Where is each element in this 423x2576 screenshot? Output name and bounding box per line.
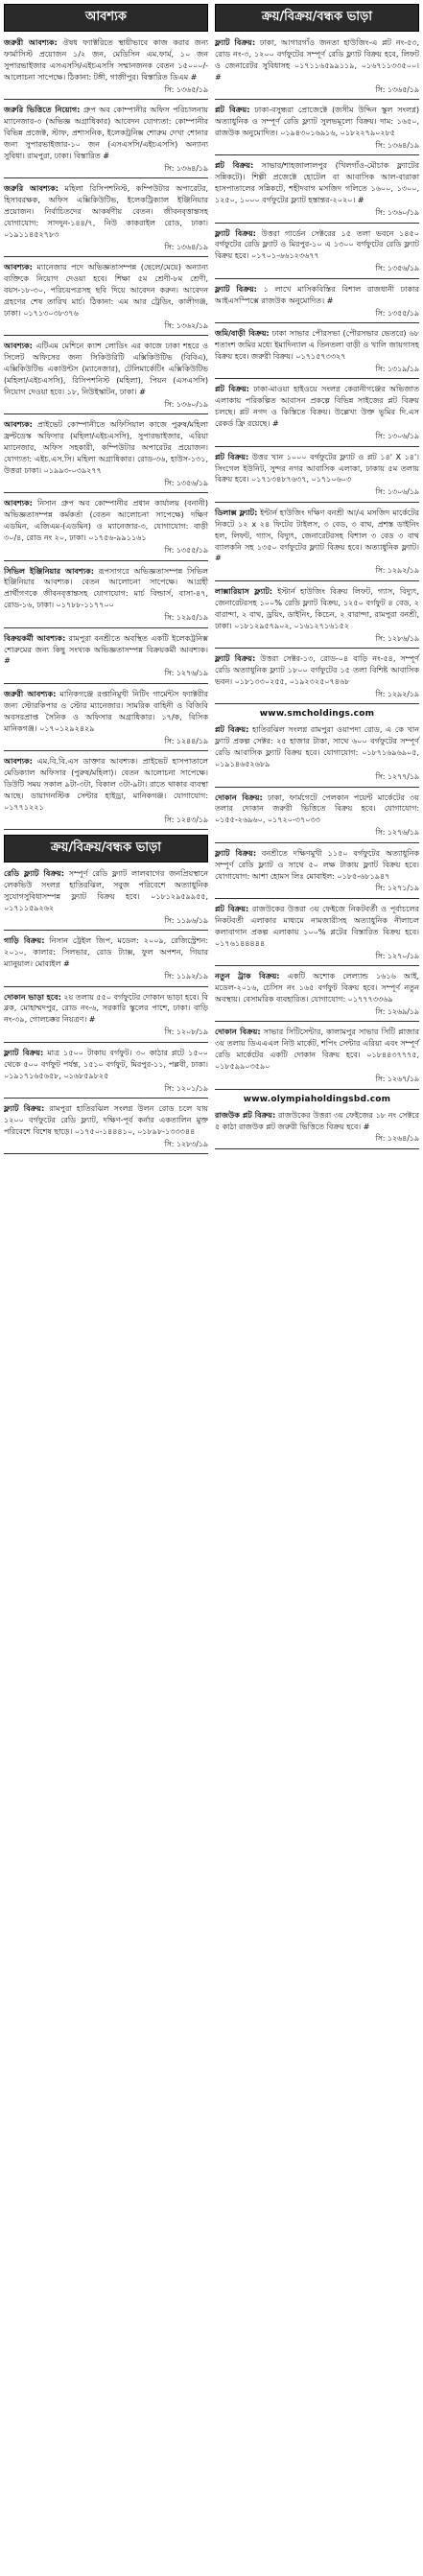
ad-divider	[4, 99, 208, 100]
ad-divider	[215, 648, 419, 649]
classified-ad	[215, 971, 419, 1017]
ad-divider	[215, 278, 419, 279]
ad-code: সি: ১৩৬৪/১৯	[164, 242, 208, 251]
ad-divider	[215, 898, 419, 899]
ad-code: সি: ১২৯২/১৯	[375, 689, 419, 698]
classified-ad	[215, 1027, 419, 1084]
classified-ad	[215, 724, 419, 782]
ad-divider	[4, 750, 208, 751]
ad-code: সি: ১২৯২/১৯	[375, 566, 419, 576]
ad-divider	[215, 154, 419, 155]
ad-divider	[215, 965, 419, 966]
ad-code: সি: ১৩৫৫/১৯	[375, 308, 419, 318]
ad-code: সি: ১৩০৬/১৯	[375, 487, 419, 497]
ad-code: সি: ১৩৬৫/১৯	[375, 84, 419, 94]
ad-heading: জরুরী আবশ্যক:	[4, 37, 58, 47]
classified-ad	[215, 328, 419, 374]
ad-body: হাতিরঝিল সংলগ্ন রামপুরা ওয়াপদা রোড, এ কে খান ফ্ল্যাট প্রকল্প সেক্টর: ২৫ হাজার টাকা, সাথে ৬০০ বর্গফুটের সম্পূর্ণ রেডি আবাসিক ফ্ল্যাট বিক্রয় হবে। যোগাযোগ: ০১৮৭১৬৯৬৯০৫, ০১৯১৪৬৫২৬৮৯	[215, 724, 419, 769]
ad-heading: ফ্ল্যাট বিক্রয়:	[215, 847, 257, 858]
ad-body: ঢাকা-বসুন্ধরা প্রোজেক্টে (জসীম উদ্দিন স্কুল সংলগ্ন) অত্যাধুনিক ও সম্পূর্ণ রেডি ফ্ল্যাট সুলভমূল্যে বিক্রয়। দাম: ১৬৫০, রাজউক অনুমোদিত। ০১৯৪৩০১৬৯১৬, ০১৮২২৭৯০২৮৫	[215, 105, 420, 137]
ad-divider	[4, 683, 208, 684]
ad-body: ঢাকা, আগারগাঁও জনতা হাউজিং-এ প্লট নং-৫৩, রোড নং-৩, ১২০০ বর্গফুটের সম্পূর্ণ রেডি ফ্ল্যাট বিক্রয় হবে, লিফট ও জেনারেটর সুবিধাসহ ০১৭১১৬৫৯৯১১৯, ০১৬৭১১৩৩৫০০। #	[215, 37, 419, 82]
ad-body: রাজউকের উত্তরা ৩য় ফেইজের ১৮ নং সেক্টরে ৫ কাঠা রাজউক প্লট জরুরী ভিত্তিতে বিক্রয় হবে। #	[215, 1109, 419, 1131]
classified-ad	[4, 689, 208, 746]
ad-body: ইস্টার্ন হাউজিং বিক্রয় লিফট, গ্যাস, বিদ্যুৎ, জেনারেটরসহ ১০০% রেডি ফ্ল্যাট বিক্রয়, ১২৫০ বর্গফুট ৪ বেড, ২ বারান্দা, ২ বাথ, ড্রয়িং, ডাইনিং, কিচেন, ২ বারান্দা, রামপুরা বনশ্রী, ঢাকা। ০১৮১২৯৫৭৯০২, ০১৬১২৭১৬১৫২	[215, 585, 419, 630]
classified-ad	[4, 868, 208, 926]
classified-ad	[215, 284, 419, 319]
ad-heading: দোকান বিক্রয়:	[215, 1027, 261, 1037]
classified-ad	[215, 586, 419, 644]
ad-divider	[4, 1153, 208, 1154]
classified-ad	[4, 262, 208, 331]
classified-ad	[4, 1048, 208, 1094]
ad-code: সি: ১৩৬২/১৯	[164, 320, 208, 330]
classified-ad	[215, 792, 419, 839]
classified-ad	[4, 935, 208, 981]
ad-divider	[4, 627, 208, 628]
classified-ad	[215, 160, 419, 218]
ad-heading: নতুন ট্রাক বিক্রয়:	[215, 971, 280, 981]
ad-body: এম.বি.বি.এস ডাক্তার আবশ্যক। প্রাইভেট হাসপাতালে মেডিক্যাল অফিসার (পুরুষ/মহিলা)। বেতন আলোচনা সাপেক্ষে। ডিউটি সময় সকাল ৯টা-৩টা, বিকাল ৩টা-৯টা। রাতে থাকার ব্যবস্থা আছে। ডায়াগনস্টিক সেন্টার হাইড্রা, মানিকগঞ্জ। যোগাযোগ: ০১৭৭১২২১	[4, 756, 208, 812]
ad-heading: প্লট বিক্রয়:	[215, 160, 254, 171]
classified-ad	[215, 653, 419, 699]
ad-body: রামপুরা বনশ্রীতে অবস্থিত একটি ইলেকট্রনিক্স শোরুমের জন্য কিছু সংখ্যক অভিজ্ঞতাসম্পন্ন বিক্রয়কর্মী আবশ্যক। #	[4, 632, 208, 666]
ad-body: ঔষধ ফ্যাক্টরিতে স্থায়ীভাবে কাজ করার জন্য ফার্মাসিস্ট প্রয়োজন ১/২ জন, মেডিসিন এম.ফার্ম, ১০ জন সুপারভাইজার এসএসসি/এইচএসসি সম্মানজনক বেতন ১৫০০০/- আলোচনা সাপেক্ষে। ঠিকানা: টঙ্গী, গাজীপুর। বিস্তারিত ডিএম #	[4, 37, 208, 82]
ad-body: সম্পূর্ণ রেডি ফ্ল্যাট লালবাগের জনপ্রিয়স্থানে লেকভিউ সংলগ্ন হাতিরঝিল, সবুজ পরিবেশে অত্যাধুনিক সুযোগসুবিধাসম্পন্ন ফ্ল্যাট বিক্রয় হবে। ০১৮১২৯৫৯৯৫৫, ০১৭১১৫৯২৬২	[4, 868, 209, 912]
ad-body: মানিকগঞ্জে রপ্তানিমুখী নিটিং গার্মেন্টস ফ্যাক্টরীর জন্য স্টোরকিপার ও স্টোর ম্যানেজার। সামরিক বাহিনী ও বিজিবি অবসরপ্রাপ্ত সৈনিক ও অফিসার অগ্রাধিকার। ১৭/ক, বিসিক মানিকগঞ্জ। ০১৭০১২৯২৪২৯	[4, 688, 208, 733]
ad-heading: দোকান বিক্রয়:	[215, 792, 263, 802]
ad-heading: প্লট বিক্রয়:	[215, 904, 249, 914]
classified-ad	[4, 105, 208, 174]
ad-code: সি: ১৩৫৬/১৯	[375, 264, 419, 273]
ad-heading: ডিলাক্স ফ্ল্যাট:	[215, 507, 258, 517]
ad-divider	[215, 842, 419, 843]
classified-ad	[215, 228, 419, 274]
ad-code: সি: ১২৬৭/১৯	[375, 1075, 419, 1084]
ad-body: উত্তরা গার্ডেন সেক্টরের ১৫ তলা ভবনে ১৪৫০ বর্গফুটের রেডি ফ্ল্যাট ও মিরপুর-১০ এ ১৩০০ বর্গফুটের রেডি ফ্ল্যাট বিক্রয় হবে। ০১৭০১-৬৬১২৩৬৭৭	[215, 227, 419, 261]
ad-heading: প্লট বিক্রয়:	[215, 105, 250, 115]
ad-code: সি: ১২৭৬/১৯	[375, 828, 419, 838]
classified-ad	[4, 37, 208, 95]
ad-heading: আবশ্যক:	[4, 419, 33, 430]
ad-body: নিসান গ্রুপ অব কোম্পানীর প্রধান কার্যালয় (বনানী) অভিজ্ঞতাসম্পন্ন কর্মকর্তা (বেতন আলোচনা সাপেক্ষে) দক্ষিণ এডমিন, এজিএম-(এডমিন) ও ম্যানেজার-৩, যোগাযোগ: বাড়ী ৩০/৪, রোড নং ২০, ঢাকা। ০১৭৫৬-৯৯১১৬১	[4, 498, 208, 543]
ad-code: সি: ১৩৬৪/১৯	[164, 163, 208, 173]
ad-body: ১ লাখে মাসিকবিস্তির বিশাল রাজধানী ঢাকার আইএসস্পিক্সে রাজউক অনুমোদিত। #	[215, 283, 419, 305]
ad-divider	[4, 256, 208, 257]
ad-body: নিসান ট্রেইল জিপ, মডেল: ২০০৯, রেজিস্ট্রেশন: ২০১০, কালার: সিলভার, রোড ট্যাক্স, ফুল অপশন, গিয়ার ম্যানুয়াল। মোবাইল #	[4, 935, 208, 969]
ad-code: সি: ১২৪৩/১৯	[164, 815, 208, 824]
ad-code: সি: ১২৪৪/১৯	[164, 736, 208, 745]
ad-divider	[4, 829, 208, 830]
ad-code: সি: ১২৭১/১৯	[375, 884, 419, 893]
ad-body: সাভার সিটিসেন্টার, কালামপুর সাভার সিটি প্লাজার ৩য় তলায় ডিএএএল নিউ মার্কেট, শপিং সেন্টার এরিয়া এবং সম্পূর্ণ রেডি মার্কেটের একটি দোকান বিক্রয় হবে। ০১৮৪৪৩৭৭৭৫, ০১৮৫৯৯০৩৫৯০	[215, 1027, 419, 1072]
ad-heading: জরুরি আবশ্যক:	[4, 183, 59, 194]
ad-code: সি: ১২৯৫/১৯	[164, 613, 208, 623]
classified-ad	[215, 848, 419, 894]
ad-divider	[215, 502, 419, 503]
ad-heading: ফ্ল্যাট বিক্রয়:	[215, 37, 256, 47]
section-header: আবশ্যক	[4, 4, 208, 32]
ad-body: একটি অশোক লেল্যান্ড ১৬১৬ আই, মডেল-২০১৬, চেসিস নং ১৬৫ বর্গফুট বিক্রয় হবে। সম্পূর্ণ নতুন অবস্থায়। বেসামরিক ব্যবহারিত। যোগাযোগ: ০১৭৭৭৩৩৬৯	[215, 971, 419, 1004]
classified-ad	[215, 105, 419, 151]
ad-divider	[4, 560, 208, 561]
ad-code: সি: ১২৬৯/১৯	[375, 1006, 419, 1016]
ad-code: সি: ১২৭৬/১৯	[164, 669, 208, 678]
classified-ad	[4, 419, 208, 488]
ad-heading: জরুরি ভিত্তিতে নিয়োগ:	[4, 105, 81, 115]
ad-code: সি: ১২০১/১৯	[164, 1083, 208, 1093]
ad-code: সি: ১২০৮/১৯	[164, 1028, 208, 1037]
ad-divider	[4, 1098, 208, 1099]
classified-ad	[215, 37, 419, 95]
ad-divider	[4, 492, 208, 493]
ad-code: সি: ১২৭৭/১৯	[375, 771, 419, 781]
ad-divider	[215, 223, 419, 224]
ad-heading: বিক্রয়কর্মী আবশ্যক:	[4, 632, 66, 643]
ad-code: সি: ১৩৫৫/১৯	[164, 545, 208, 555]
ad-divider	[215, 1021, 419, 1022]
ad-divider	[215, 1089, 419, 1090]
ad-body: ইন্টার্ন হাউজিং দক্ষিণ বনশ্রী আ/এ মসজিদ মার্কেটের নিকটে ১২ x ২৪ ফিটের টাইলস, ৩ বেড, ৩ বাথ, প্রশস্ত ডাইনিং হল, লিফট, গ্যাস, বিদ্যুৎ, জেনারেটরসহ বিশাল ৩ বেড ৩ বাথ ব্যালকনি সহ ১৩৫০ বর্গফুটের ফ্ল্যাট বিক্রয় হবে। অত্যাধুনিক ফ্ল্যাট। #	[215, 507, 419, 563]
ad-heading: গাড়ি বিক্রয়:	[4, 935, 45, 946]
ad-code: সি: ১৩৬৫/১৯	[164, 84, 208, 94]
ad-heading: আবশ্যক:	[4, 341, 33, 351]
ad-divider	[215, 378, 419, 379]
classified-ad	[215, 384, 419, 441]
classified-ad	[4, 566, 208, 624]
ad-code: সি: ১২৮৬/১৯	[375, 633, 419, 643]
classified-ad	[4, 341, 208, 410]
ad-body: রামপুরা হাতিরঝিল সংলগ্ন উলন রোড চলে যায় ১২০০ বর্গফুটের রেডি ফ্ল্যাট, দক্ষিণ-পূর্ব কর্নার একতালিন মুক্ত পরিবেশে বিশেষ ছাড়ে। ০১৭৫০-১৪৪৪১০, ০১৮৯৮-১৩৩৩৪৪	[4, 1103, 208, 1136]
ad-heading: লাক্সারিয়াস ফ্ল্যাট:	[215, 585, 272, 596]
ad-body: ঢাকা সাভার পৌরসভা (পৌরসভার ভেতরে) ৬৮ শতাংশ জমির মধ্যে ইমাদিন্যাল এ তিনতলা বাড়ী ও খালি জায়গাসহ বিক্রয় হবে। জরুরী বিক্রয়। ০১৭১৫৭৩৩২৭	[215, 328, 419, 361]
ad-heading: রেডি ফ্ল্যাট বিক্রয়:	[4, 868, 64, 879]
ad-code: সি: ১৩৬৪/১৯	[375, 140, 419, 150]
ad-body: ২য় তলায় ৫৫০ বর্গফুটের দোকান ভাড়া হবে। বি ব্লক, মোহাম্মদপুর, রোড নং-৬, সরকারি স্কুলের পাশে, ঢাকা। বাড়ি নং-৩৯, গোলচক্কর নিয়ত্রণ। #	[4, 991, 209, 1025]
ad-code: সি: ১৩০৬/১৯	[375, 432, 419, 441]
ad-heading: জমি/বাড়ী বিক্রয়:	[215, 328, 270, 339]
ad-body: ঢাকা, ফার্মগেটে পেলকান পয়েন্ট মার্কেটের ৩য় তলার দোকান জরুরী ভিত্তিতে বিক্রয় হবে। যোগাযোগ: ০১৫৫-২৬৯৬০, ০১৭২০-৩৭০৩৩	[215, 792, 419, 825]
ad-heading: দোকান ভাড়া হবে:	[4, 991, 61, 1002]
classified-ad	[4, 633, 208, 679]
classified-ad	[215, 452, 419, 498]
classified-ad	[4, 756, 208, 825]
ad-divider	[4, 986, 208, 987]
ad-code: সি: ১৩৬০/১৯	[375, 207, 419, 217]
ad-code: সি: ১২৬৪/১৯	[375, 1134, 419, 1144]
ad-body: ম্যানেজার পদে অভিজ্ঞতাসম্পন্ন (ছেলে/মেয়ে) অন্যান্য ব্যক্তিকে নিয়োগ দেওয়া হবে। শিক্ষা ৫ম শ্রেণী-৮ম শ্রেণী, বয়স-১৮-৩০, পরিচয়পত্রসহ ছবি দিয়ে আবেদন করুন। আবেদন গ্রহণের শেষ তারিখ মার্চ। ঠিকানা: এম আর ট্রেডিং, কালীগঞ্জ, ঢাকা। ০১৭১৩০৩৮৩৭৬	[4, 262, 208, 318]
ad-body: এটিএম মেশিনে ক্যাশ লোডিং এর কাজে ঢাকা শহরে ও সিলেট অফিসের জন্য সিকিউরিটি এক্সিকিউটিভ (বিবিএ), এক্সিকিউটিভ একাউন্টস (ম্যানেজার), টেলিমার্কেটিং এক্সিকিউটিভ (মহিলা/এইচএসসি), রিসিপশনিস্ট (মহিলা), পিয়ন (এসএসসি) নিয়োগ দেওয়া হবে। ১৮, নিউইস্কাটন, ঢাকা। #	[4, 341, 208, 396]
ad-body: ঢাকা-মাওয়া হাইওয়ে সংলগ্ন কেরানীগঞ্জের অভিজাত এলাকায় পরিকল্পিত আবাসন প্রকল্পে বিভিন্ন সাইজের প্লট বিক্রয় চলছে। প্লট নগদ ও কিস্তিতে বিক্রয়। উল্লেখ্য উক্ত ভূমির দি.এস রেকর্ড ফ্রি রয়েছে। #	[215, 384, 419, 429]
ad-heading: জরুরী আবশ্যক:	[4, 688, 57, 698]
ad-heading: আবশ্যক:	[4, 498, 33, 508]
ad-body: মাত্র ১৫০০ টাকায় বর্গফুট। ৩০ কাঠার প্লটে ১৫০০ থেকে ৫০০ বর্গফুট পর্যন্ত, ১৫১০ বর্গফুট, মিরপুর-১১, পল্লবী, ঢাকা। ০১৯১৭১৬৫৬৫৮, ০১৬৮৫৯৮২৫	[4, 1047, 208, 1080]
ad-body: রূপসাগরে অভিজ্ঞতাসম্পন্ন সিভিল ইঞ্জিনিয়ার আবশ্যক। বেতন আলোচনা সাপেক্ষে। আগ্রহী প্রার্থীগণকে জীবনবৃত্তান্তসহ যোগাযোগ: মার্চ বিল্ডার্স, বাসা-৪৭, রোড-১৬, ঢাকা। ০১৭৮৮-১১৭৭০০	[4, 565, 208, 610]
ad-divider	[215, 446, 419, 447]
ad-divider	[215, 322, 419, 323]
ad-divider	[4, 177, 208, 178]
right-column	[215, 4, 419, 1154]
ad-heading: ফ্ল্যাট বিক্রয়:	[215, 653, 256, 664]
ad-body: উত্তরা সেক্টর-১৩, রোড-০৪ বাড়ি নং-৫৪, সম্পূর্ণ রেডি অত্যাধুনিক ফ্ল্যাট ১৮০০ বর্গফুটের ১৫ তলা বিশিষ্ট আবাসিক ভবন। ০১৮১৩৩০২৫৫, ০১৯২৩২৫০৭৪৬৮	[215, 653, 419, 686]
ad-body: সাভার/শাহজালালপুর (খিলগাঁও-মৌচাক ফ্ল্যাটের সন্নিকটে)। শিল্পী প্রজেক্টে হোটেল বা আবাসিক আল-বারাকা হাসপাতালের সন্নিকটে, শহীদবাগ মসজিদ গলিতে ১৬০০, ১৩০০, ১২৫০, ১০০০ বর্গফুটের ফ্ল্যাট হস্তান্তর-২০২০। #	[215, 160, 419, 205]
ad-divider	[215, 703, 419, 704]
ad-code: সি: ১১৯২/১৯	[164, 972, 208, 981]
ad-heading: ফ্ল্যাট বিক্রয়:	[4, 1047, 44, 1057]
ad-body: প্রাইভেট কোম্পানীতে অফিসিয়াল কাজে পুরুষ/মহিলা ফ্রন্টডেস্ক অফিসার (মহিলা/এইচএসসি), সুপারভাইজার, এরিয়া ম্যানেজার, অফিস সহকারী, কম্পিউটার অপারেটর প্রয়োজন। যোগ্যতা: এইচ.এস.সি। মহিলা অগ্রাধিকার। রোড-৩৬, হাউস-১৩১, উত্তরা ঢাকা। ০১৯৯৩-০৩৯২৭৭	[4, 419, 208, 475]
ad-heading: ফ্ল্যাট বিক্রয়:	[4, 1103, 45, 1114]
ad-divider	[215, 1148, 419, 1149]
ad-code: সি: ১৩১৯/১৯	[375, 364, 419, 373]
ad-heading: প্লট বিক্রয়:	[215, 724, 249, 735]
ad-code: সি: ১৩৫৬/১৯	[164, 478, 208, 487]
classified-ad	[4, 498, 208, 555]
ad-body: বনশ্রীতে দক্ষিণমুখী ১১৫০ বর্গফুটের অত্যাধুনিক সম্পূর্ণ রেডি ফ্ল্যাট ও সাথে ৫০ লক্ষ টাকায় ফ্ল্যাট বিক্রয় হবে। যোগাযোগ: আশা হোমস লিঃ মোবাইল: ০১৮৫-৬৮১৯৪৭	[215, 847, 419, 881]
left-column	[4, 4, 208, 1159]
ad-body: উত্তর খান ১০০০ বর্গফুটের ফ্ল্যাট ও প্লট ১৪' X ১৪'। সিংগেল ইউনিট, সুন্দর নগর আবাসিক এলাকা, ঢাকায় ৫ম তলায় বিক্রয় হবে। ০১৭১৩৪৮৭৬৩৭, ০১৭১০৬০৩	[215, 451, 419, 484]
ad-code: সি: ১৩৬০/১৯	[164, 399, 208, 409]
ad-body: মহিলা রিসিপশনিস্ট, কম্পিউটার অপারেটর, হিসাবরক্ষক, অফিস এক্সিকিউটিভ, ইলেকট্রিক্যাল ইঞ্জিনিয়ার প্রয়োজন। নির্বাচিতদের আকর্ষণীয় বেতন। জীবনবৃত্তান্তসহ যোগাযোগ: সাদদুন-১৪৪/৭, নিউ কাকরাইল রোড, ঢাকা। ০১৯১১৪৫২৭৮৩	[4, 183, 208, 239]
ad-divider	[4, 335, 208, 336]
ad-divider	[215, 580, 419, 581]
ad-heading: আবশ্যক:	[4, 262, 33, 272]
ad-heading: আবশ্যক:	[4, 756, 33, 767]
ad-divider	[215, 787, 419, 788]
ad-divider	[4, 930, 208, 931]
ad-divider	[215, 99, 419, 100]
classified-ad	[215, 1110, 419, 1145]
website-url[interactable]: www.olympiaholdingsbd.com	[243, 1094, 391, 1104]
ad-heading: সিভিল ইঞ্জিনিয়ার আবশ্যক:	[4, 565, 94, 576]
ad-heading: রাজউক প্লট বিক্রয়:	[215, 1109, 276, 1120]
ad-code: সি: ১২৮৩/১৯	[164, 1139, 208, 1148]
ad-heading: ফ্ল্যাট বিক্রয়:	[215, 227, 256, 238]
classified-ad	[215, 508, 419, 577]
classified-ad	[4, 1103, 208, 1149]
ad-heading: প্লট বিক্রয়:	[215, 451, 249, 461]
ad-code: সি: ১১৯৬/১৯	[164, 915, 208, 925]
classified-ad	[215, 904, 419, 961]
ad-body: গ্রুপ অব কোম্পানীর অফিস পরিচালনায় ম্যানেজার-৩ (অভিজ্ঞ অগ্রাধিকার) আবেদন যোগ্যতা: কোম্পানীর বিভিন্ন প্রজেক্ট, স্টাফ, প্রশাসনিক, ইলেকট্রনিক্স শোরুম দেখা শোনার জন্য সুপারভাইজার-১০ জন (এসএসসি/এইচএসসি) অন্যান্য সুবিধা। রামপুরা, ঢাকা। বিস্তারিত #	[4, 105, 208, 160]
classified-ad	[4, 183, 208, 252]
ad-divider	[4, 1042, 208, 1043]
ad-code: সি: ১২৭০/১৯	[375, 951, 419, 960]
ad-heading: প্লট বিক্রয়:	[215, 384, 249, 394]
ad-heading: ফ্ল্যাট বিক্রয়:	[215, 283, 257, 294]
classified-ad	[4, 992, 208, 1038]
section-header: ক্রয়/বিক্রয়/বন্ধক ভাড়া	[215, 4, 419, 32]
ad-body: রাজউকের উত্তরা ৩য় ফেইজে নিকটবর্তী ও পূর্বাচলের নিকটবর্তী এলাকার মাধ্যমে নামজারীসহ অত্যাধুনিক নীলাচল কলাবাগান প্রকল্প এলাকায় ১০০% প্লটের বিস্তারিত বিক্রয় হবে। ০১৭৬১৪৪৪৪৪	[215, 904, 419, 948]
section-header: ক্রয়/বিক্রয়/বন্ধক ভাড়া	[4, 835, 208, 863]
website-url[interactable]: www.smcholdings.com	[259, 709, 375, 720]
